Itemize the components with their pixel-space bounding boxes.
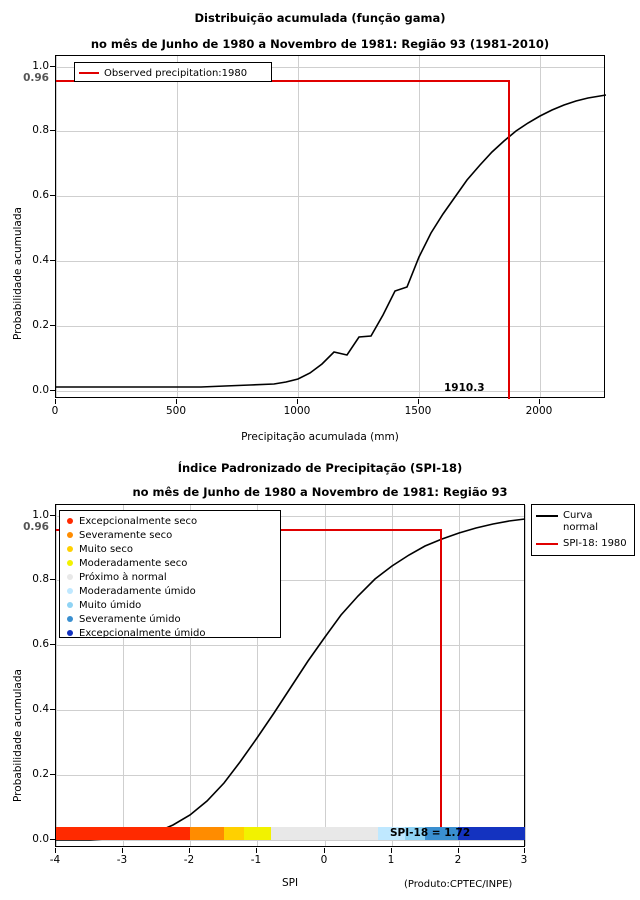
bottom-xtick-2: 2: [454, 854, 462, 866]
legend-label-spi-1980: SPI-18: 1980: [563, 538, 627, 549]
bottom-chart-title-line2: no mês de Junho de 1980 a Novembro de 1981: Região 93: [132, 485, 508, 499]
spi-chart-panel: [0, 452, 640, 900]
bottom-ytick-0.4: 0.4: [32, 703, 49, 715]
gridline-h: [56, 775, 524, 776]
bottom-annotation-spi-value: SPI-18 = 1.72: [390, 827, 471, 839]
top-ytick-0.0: 0.0: [32, 384, 49, 396]
ytick-mark: [50, 709, 55, 710]
xtick-mark: [539, 399, 540, 404]
spi-segment-muito-seco: [224, 827, 244, 840]
ytick-mark: [50, 260, 55, 261]
spi-segment-excepcionalmente-seco: [56, 827, 190, 840]
gridline-h: [56, 131, 604, 132]
bottom-xtick--2: -2: [183, 854, 195, 866]
legend-row-category: [64, 626, 276, 640]
top-ytick-0.6: 0.6: [32, 189, 49, 201]
ytick-mark: [50, 839, 55, 840]
ytick-mark: [50, 66, 55, 67]
spi-category-legend: [59, 510, 281, 638]
bottom-xtick-1: 1: [387, 854, 395, 866]
top-plot-area: [55, 55, 605, 398]
ytick-mark: [50, 130, 55, 131]
legend-row-category: [64, 598, 276, 612]
legend-row-category: [64, 556, 276, 570]
bottom-y-axis-label: Probabilidade acumulada: [12, 669, 24, 802]
top-y-axis-label: Probabilidade acumulada: [12, 207, 24, 340]
ytick-mark: [50, 644, 55, 645]
category-color-dot-icon: [67, 532, 73, 538]
top-xtick-1000: 1000: [283, 405, 311, 417]
bottom-spi-vertical-line: [440, 529, 442, 829]
product-footnote: (Produto:CPTEC/INPE): [404, 879, 513, 890]
top-ytick-0.8: 0.8: [32, 124, 49, 136]
legend-row-category: [64, 570, 276, 584]
gridline-v: [525, 505, 526, 846]
ytick-mark: [50, 579, 55, 580]
spi-segment-moderadamente-seco: [244, 827, 271, 840]
ytick-mark: [50, 390, 55, 391]
gridline-h: [56, 326, 604, 327]
gridline-h: [56, 710, 524, 711]
bottom-ytick-0.0: 0.0: [32, 833, 49, 845]
top-xtick-2000: 2000: [525, 405, 553, 417]
legend-label-category: Excepcionalmente seco: [79, 515, 198, 527]
top-annotation-precip-value: 1910.3: [444, 382, 485, 394]
xtick-mark: [176, 399, 177, 404]
bottom-ytick-1.0: 1.0: [32, 509, 49, 521]
category-color-dot-icon: [67, 546, 73, 552]
black-line-swatch-icon: [536, 515, 558, 517]
legend-label-category: Moderadamente úmido: [79, 585, 196, 597]
red-line-swatch-icon: [536, 543, 558, 545]
category-color-dot-icon: [67, 560, 73, 566]
legend-label-category: Muito seco: [79, 543, 133, 555]
legend-label-observed: Observed precipitation:1980: [104, 67, 248, 79]
legend-row-observed: [79, 66, 267, 80]
gridline-h: [56, 196, 604, 197]
top-observed-vertical-line: [508, 80, 510, 399]
ytick-mark: [50, 774, 55, 775]
red-line-swatch-icon: [79, 72, 99, 74]
xtick-mark: [122, 848, 123, 853]
spi-segment-severamente-seco: [190, 827, 224, 840]
ytick-mark: [50, 515, 55, 516]
gridline-v: [325, 505, 326, 846]
gridline-h: [56, 391, 604, 392]
bottom-xtick-3: 3: [520, 854, 528, 866]
legend-row-category: [64, 612, 276, 626]
bottom-curve-legend: [531, 504, 635, 556]
bottom-xtick--1: -1: [250, 854, 262, 866]
top-y-highlight-096: 0.96: [23, 72, 49, 84]
top-xtick-1500: 1500: [404, 405, 432, 417]
legend-row-category: [64, 528, 276, 542]
xtick-mark: [418, 399, 419, 404]
xtick-mark: [324, 848, 325, 853]
legend-label-category: Severamente úmido: [79, 613, 181, 625]
bottom-y-highlight-096: 0.96: [23, 521, 49, 533]
category-color-dot-icon: [67, 602, 73, 608]
top-xtick-500: 500: [165, 405, 187, 417]
gridline-v: [540, 56, 541, 397]
legend-row-category: [64, 514, 276, 528]
top-legend: [74, 62, 272, 82]
gridline-v: [392, 505, 393, 846]
top-cumulative-curve: [56, 56, 606, 399]
legend-label-category: Excepcionalmente úmido: [79, 627, 206, 639]
legend-label-category: Moderadamente seco: [79, 557, 188, 569]
xtick-mark: [391, 848, 392, 853]
xtick-mark: [297, 399, 298, 404]
legend-label-normal: normal: [563, 522, 599, 533]
bottom-plot-area: [55, 504, 525, 847]
gridline-v: [459, 505, 460, 846]
spi-segment-proximo-normal: [271, 827, 378, 840]
gridline-v: [177, 56, 178, 397]
bottom-x-axis-label: SPI: [281, 877, 299, 889]
legend-row-spi-1980: [536, 538, 630, 550]
category-color-dot-icon: [67, 588, 73, 594]
gridline-v: [298, 56, 299, 397]
xtick-mark: [256, 848, 257, 853]
category-color-dot-icon: [67, 616, 73, 622]
legend-row-curva-normal-line2: [536, 522, 630, 534]
legend-row-category: [64, 542, 276, 556]
gridline-v: [56, 56, 57, 397]
bottom-ytick-0.2: 0.2: [32, 768, 49, 780]
top-chart-title-line2: no mês de Junho de 1980 a Novembro de 1981: Região 93 (1981-2010): [90, 37, 550, 51]
legend-label-category: Muito úmido: [79, 599, 142, 611]
top-ytick-1.0: 1.0: [32, 60, 49, 72]
ytick-mark: [50, 325, 55, 326]
xtick-mark: [55, 848, 56, 853]
legend-label-category: Próximo à normal: [79, 571, 167, 583]
xtick-mark: [189, 848, 190, 853]
gridline-h: [56, 840, 524, 841]
top-x-axis-label: Precipitação acumulada (mm): [241, 431, 399, 443]
bottom-ytick-0.8: 0.8: [32, 573, 49, 585]
category-color-dot-icon: [67, 630, 73, 636]
category-color-dot-icon: [67, 518, 73, 524]
legend-label-curva: Curva: [563, 510, 593, 521]
gridline-h: [56, 645, 524, 646]
legend-row-category: [64, 584, 276, 598]
top-ytick-0.4: 0.4: [32, 254, 49, 266]
xtick-mark: [458, 848, 459, 853]
gridline-v: [419, 56, 420, 397]
top-ytick-0.2: 0.2: [32, 319, 49, 331]
xtick-mark: [55, 399, 56, 404]
top-xtick-0: 0: [51, 405, 59, 417]
gridline-v: [56, 505, 57, 846]
legend-row-curva-normal: [536, 510, 630, 522]
bottom-chart-title-line1: Índice Padronizado de Precipitação (SPI-18): [177, 461, 463, 475]
bottom-ytick-0.6: 0.6: [32, 638, 49, 650]
bottom-xtick--3: -3: [116, 854, 128, 866]
bottom-xtick--4: -4: [49, 854, 61, 866]
gridline-h: [56, 261, 604, 262]
xtick-mark: [524, 848, 525, 853]
top-chart-title-line1: Distribuição acumulada (função gama): [194, 11, 446, 25]
legend-label-category: Severamente seco: [79, 529, 173, 541]
bottom-xtick-0: 0: [320, 854, 328, 866]
ytick-mark: [50, 195, 55, 196]
category-color-dot-icon: [67, 574, 73, 580]
